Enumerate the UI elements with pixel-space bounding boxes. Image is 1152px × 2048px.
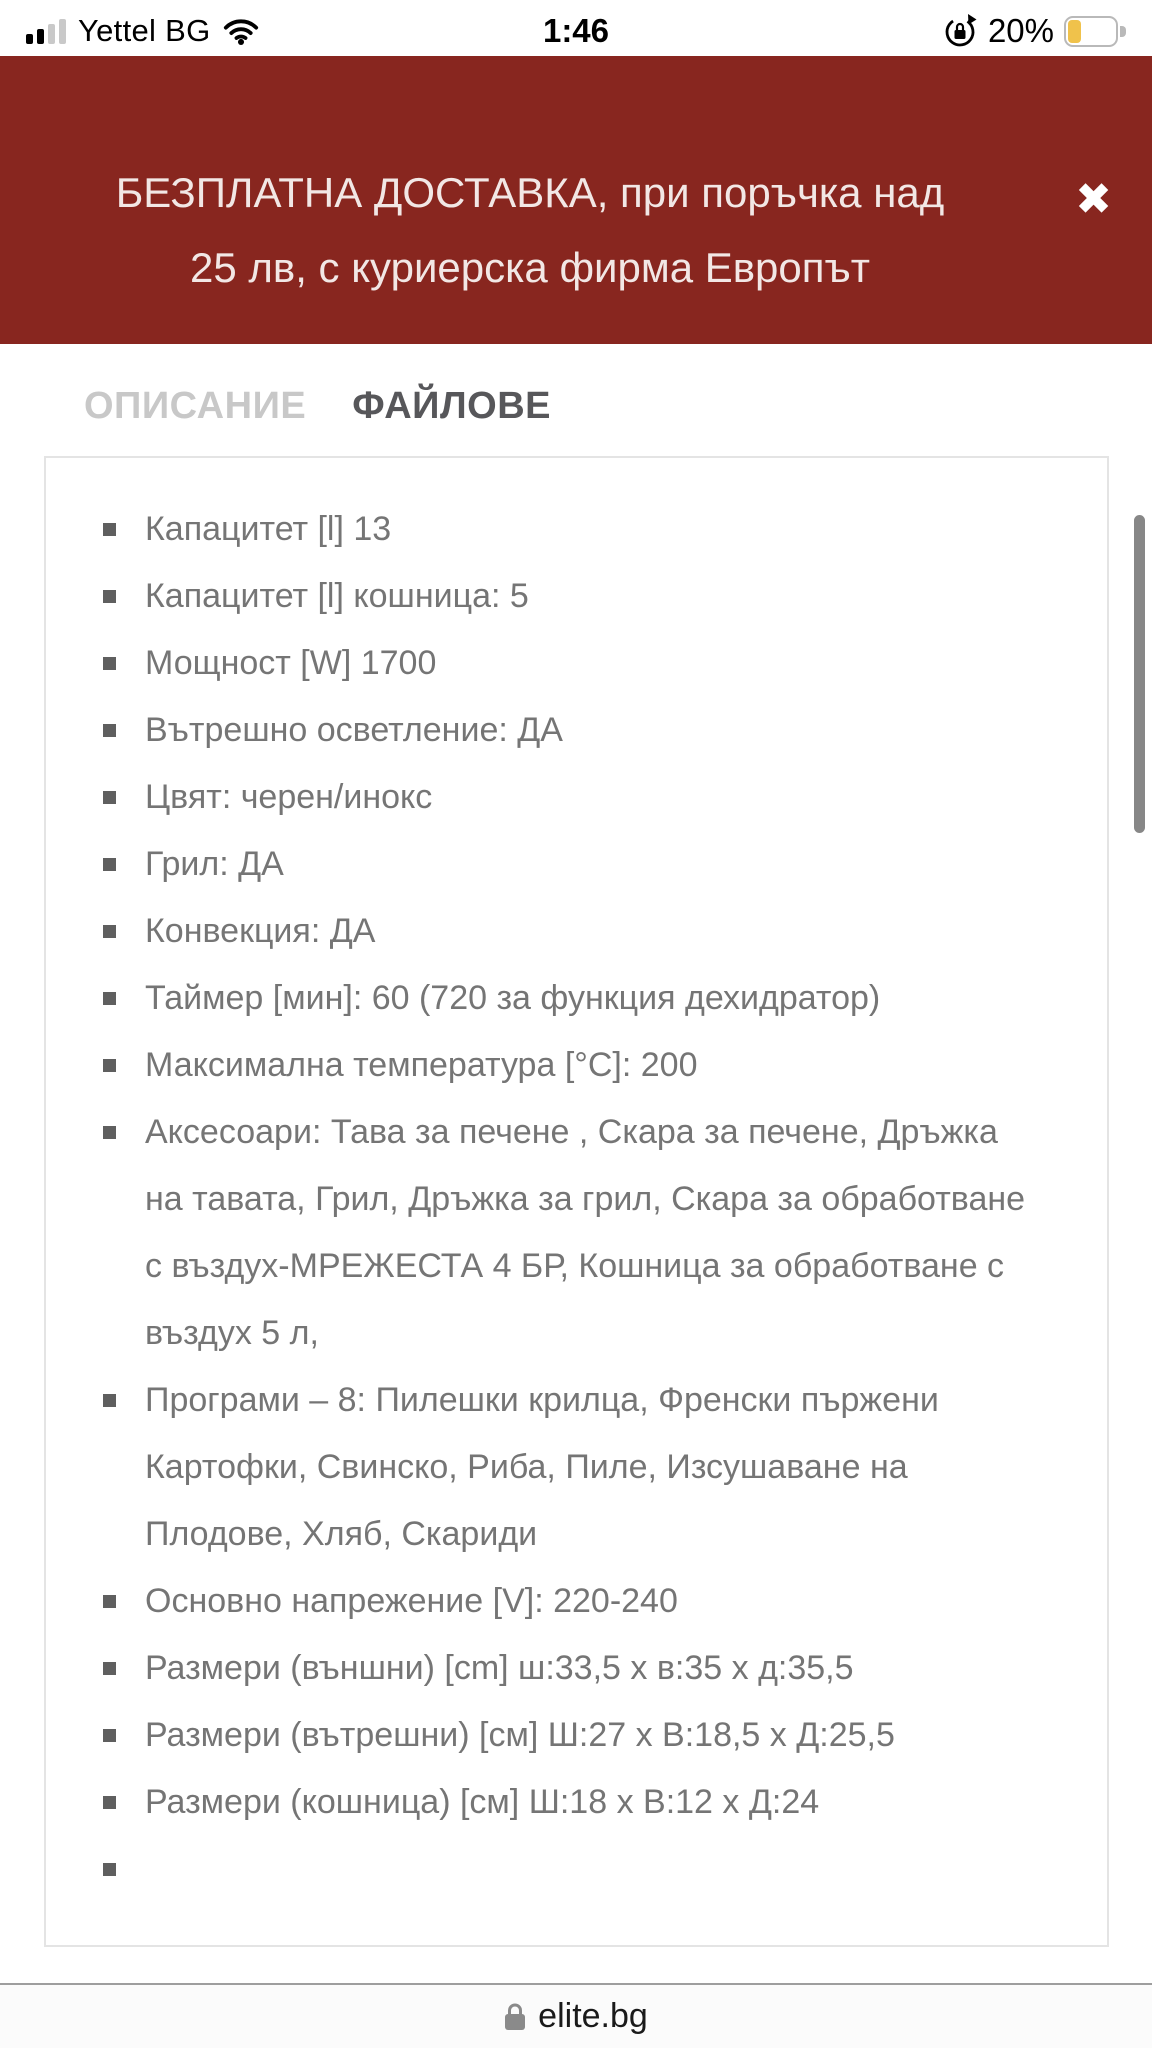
spec-item bbox=[46, 1769, 1107, 1836]
battery-fill bbox=[1068, 20, 1081, 43]
cellular-signal-icon bbox=[26, 18, 66, 44]
status-bar bbox=[0, 0, 1152, 56]
bullet-icon bbox=[103, 858, 116, 871]
orientation-lock-icon bbox=[942, 14, 978, 48]
bullet-icon bbox=[103, 657, 116, 670]
tab-files[interactable]: ФАЙЛОВЕ bbox=[352, 384, 551, 427]
bullet-icon bbox=[103, 724, 116, 737]
spec-item bbox=[46, 965, 1107, 1032]
bullet-icon bbox=[103, 1662, 116, 1675]
spec-text: Капацитет [l] кошница: 5 bbox=[145, 577, 529, 615]
spec-text: Таймер [мин]: 60 (720 за функция дехидратор) bbox=[145, 979, 881, 1017]
spec-item bbox=[46, 563, 1107, 630]
spec-item bbox=[46, 898, 1107, 965]
bullet-icon bbox=[103, 1126, 116, 1139]
spec-text: Максимална температура [°C]: 200 bbox=[145, 1046, 698, 1084]
spec-text: Размери (вътрешни) [см] Ш:27 х В:18,5 х Д:25,5 bbox=[145, 1716, 895, 1754]
spec-item bbox=[46, 831, 1107, 898]
spec-text: Мощност [W] 1700 bbox=[145, 644, 437, 682]
url-label: elite.bg bbox=[538, 1997, 648, 2035]
bullet-icon bbox=[103, 1595, 116, 1608]
spec-item bbox=[46, 1702, 1107, 1769]
promo-banner-text: БЕЗПЛАТНА ДОСТАВКА, при поръчка над 25 лв, с куриерска фирма Европът bbox=[115, 169, 945, 291]
bullet-icon bbox=[103, 1729, 116, 1742]
tab-description[interactable]: ОПИСАНИЕ bbox=[84, 384, 307, 427]
spec-text: Грил: ДА bbox=[145, 845, 284, 883]
specs-panel bbox=[44, 456, 1109, 1947]
padlock-icon bbox=[504, 2003, 526, 2031]
tabs bbox=[0, 382, 1152, 430]
bullet-icon bbox=[103, 590, 116, 603]
bullet-icon bbox=[103, 925, 116, 938]
spec-text: Вътрешно осветление: ДА bbox=[145, 711, 563, 749]
bullet-icon bbox=[103, 992, 116, 1005]
spec-item bbox=[46, 630, 1107, 697]
spec-item bbox=[46, 1032, 1107, 1099]
spec-text: Аксесоари: Тава за печене , Скара за печене, Дръжка на тавата, Грил, Дръжка за грил, Скара за обработване с въздух-МРЕЖЕСТА 4 БР, Кошница за обработване с въздух 5 л, bbox=[145, 1113, 1026, 1352]
spec-item bbox=[46, 697, 1107, 764]
spec-text: Размери (външни) [cm] ш:33,5 х в:35 х д:35,5 bbox=[145, 1649, 854, 1687]
spec-text: Цвят: черен/инокс bbox=[145, 778, 433, 816]
spec-item bbox=[46, 496, 1107, 563]
battery-icon bbox=[1064, 16, 1126, 47]
url-bar[interactable] bbox=[0, 1983, 1152, 2048]
spec-text: Програми – 8: Пилешки крилца, Френски пържени Картофки, Свинско, Риба, Пиле, Изсушаване на Плодове, Хляб, Скариди bbox=[145, 1381, 939, 1553]
spec-text: Основно напрежение [V]: 220-240 bbox=[145, 1582, 678, 1620]
carrier-label: Yettel BG bbox=[78, 13, 211, 48]
spec-text: Конвекция: ДА bbox=[145, 912, 376, 950]
bullet-icon bbox=[103, 1059, 116, 1072]
bullet-icon bbox=[103, 1863, 116, 1876]
specs-list bbox=[46, 458, 1107, 1945]
spec-item bbox=[46, 1099, 1107, 1367]
status-bar-right bbox=[942, 12, 1126, 50]
spec-item bbox=[46, 1367, 1107, 1568]
scrollbar-thumb[interactable] bbox=[1134, 515, 1145, 833]
spec-text: Размери (кошница) [см] Ш:18 х В:12 х Д:24 bbox=[145, 1783, 820, 1821]
battery-percent-label: 20% bbox=[987, 12, 1054, 49]
wifi-icon bbox=[223, 18, 259, 45]
bullet-icon bbox=[103, 523, 116, 536]
promo-banner bbox=[0, 56, 1152, 344]
bullet-icon bbox=[103, 1796, 116, 1809]
time-label: 1:46 bbox=[542, 12, 610, 49]
bullet-icon bbox=[103, 1394, 116, 1407]
spec-item bbox=[46, 764, 1107, 831]
spec-item bbox=[46, 1568, 1107, 1635]
status-bar-left bbox=[26, 13, 259, 49]
close-icon[interactable]: ✖ bbox=[1075, 175, 1112, 224]
bullet-icon bbox=[103, 791, 116, 804]
spec-item bbox=[46, 1635, 1107, 1702]
spec-text: Капацитет [l] 13 bbox=[145, 510, 392, 548]
spec-item bbox=[46, 1836, 1107, 1903]
